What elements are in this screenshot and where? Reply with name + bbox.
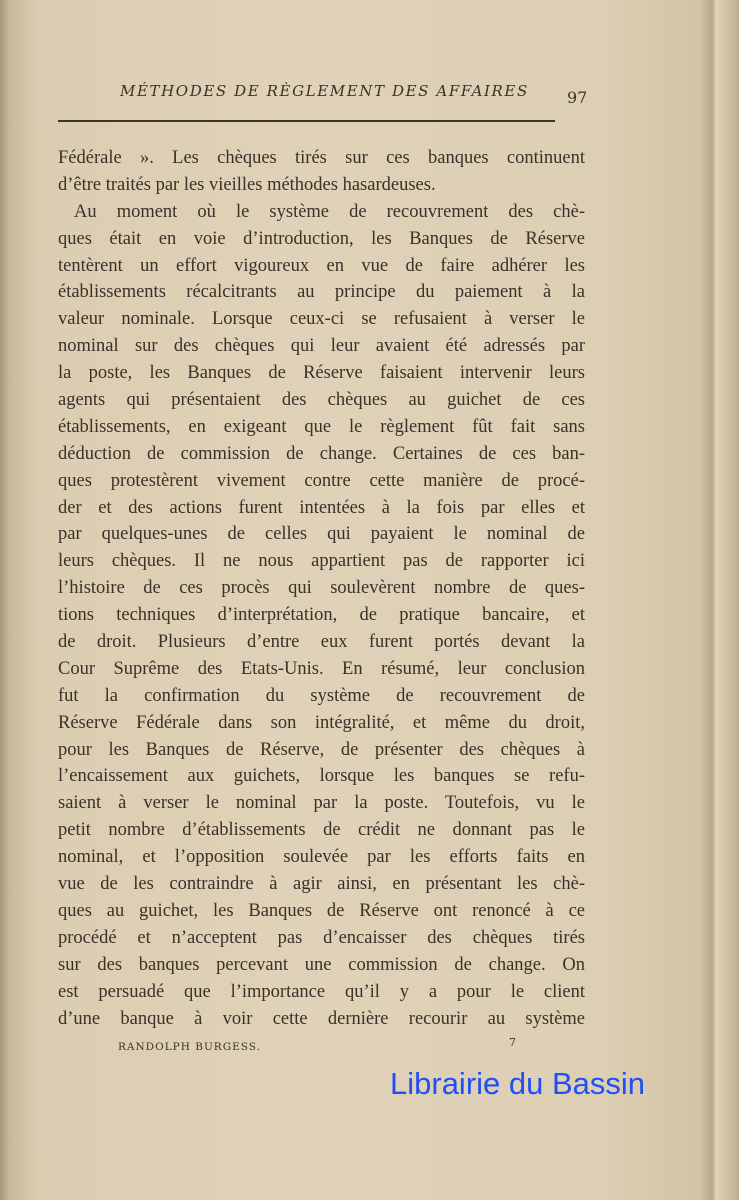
text-line: saient à verser le nominal par la poste. Toutefois, vu le bbox=[58, 793, 585, 814]
text-line: leurs chèques. Il ne nous appartient pas de rapporter ici bbox=[58, 551, 585, 572]
text-line: déduction de commission de change. Certaines de ces ban- bbox=[58, 443, 585, 464]
text-line: tions techniques d’interprétation, de pratique bancaire, et bbox=[58, 605, 585, 626]
text-line: d’une banque à voir cette dernière recourir au système bbox=[58, 1008, 585, 1029]
text-line: nominal sur des chèques qui leur avaient été adressés par bbox=[58, 336, 585, 357]
body-text bbox=[58, 145, 585, 1032]
text-line: pour les Banques de Réserve, de présenter des chèques à bbox=[58, 739, 585, 760]
signature-mark: 7 bbox=[509, 1036, 516, 1049]
text-line: l’histoire de ces procès qui soulevèrent nombre de ques- bbox=[58, 578, 585, 599]
text-line: der et des actions furent intentées à la fois par elles et bbox=[58, 497, 585, 518]
text-line: sur des banques percevant une commission de change. On bbox=[58, 954, 585, 975]
page-number: 97 bbox=[567, 88, 588, 107]
text-line: procédé et n’acceptent pas d’encaisser des chèques tirés bbox=[58, 927, 585, 948]
text-line: de droit. Plusieurs d’entre eux furent portés devant la bbox=[58, 632, 585, 653]
text-line: la poste, les Banques de Réserve faisaient intervenir leurs bbox=[58, 363, 585, 384]
text-line: établissements, en exigeant que le règlement fût fait sans bbox=[58, 416, 585, 437]
running-title: MÉTHODES DE RÈGLEMENT DES AFFAIRES bbox=[120, 82, 529, 100]
text-line: Cour Suprême des Etats-Unis. En résumé, leur conclusion bbox=[58, 658, 585, 679]
text-line: établissements récalcitrants au principe du paiement à la bbox=[58, 282, 585, 303]
footer-author: RANDOLPH BURGESS. bbox=[118, 1041, 261, 1053]
text-line: tentèrent un effort vigoureux en vue de faire adhérer les bbox=[58, 255, 585, 276]
text-line: fut la confirmation du système de recouvrement de bbox=[58, 685, 585, 706]
text-line: ques au guichet, les Banques de Réserve ont renoncé à ce bbox=[58, 900, 585, 921]
text-line: d’être traités par les vieilles méthodes hasardeuses. bbox=[58, 174, 436, 195]
text-line: par quelques-unes de celles qui payaient le nominal de bbox=[58, 524, 585, 545]
header-rule bbox=[58, 120, 555, 122]
text-line: Au moment où le système de recouvrement des chè- bbox=[74, 201, 585, 222]
text-line: Fédérale ». Les chèques tirés sur ces banques continuent bbox=[58, 148, 585, 168]
text-line: agents qui présentaient des chèques au guichet de ces bbox=[58, 390, 585, 411]
text-line: Réserve Fédérale dans son intégralité, et même du droit, bbox=[58, 712, 585, 733]
text-line: petit nombre d’établissements de crédit ne donnant pas le bbox=[58, 820, 585, 841]
text-line: vue de les contraindre à agir ainsi, en présentant les chè- bbox=[58, 874, 585, 895]
text-line: est persuadé que l’importance qu’il y a pour le client bbox=[58, 981, 585, 1002]
watermark: Librairie du Bassin bbox=[390, 1066, 646, 1101]
text-line: l’encaissement aux guichets, lorsque les banques se refu- bbox=[58, 766, 585, 787]
text-line: valeur nominale. Lorsque ceux-ci se refusaient à verser le bbox=[58, 309, 585, 330]
text-line: nominal, et l’opposition soulevée par les efforts faits en bbox=[58, 847, 585, 868]
text-line: ques était en voie d’introduction, les Banques de Réserve bbox=[58, 228, 585, 249]
text-line: ques protestèrent vivement contre cette manière de procé- bbox=[58, 470, 585, 491]
